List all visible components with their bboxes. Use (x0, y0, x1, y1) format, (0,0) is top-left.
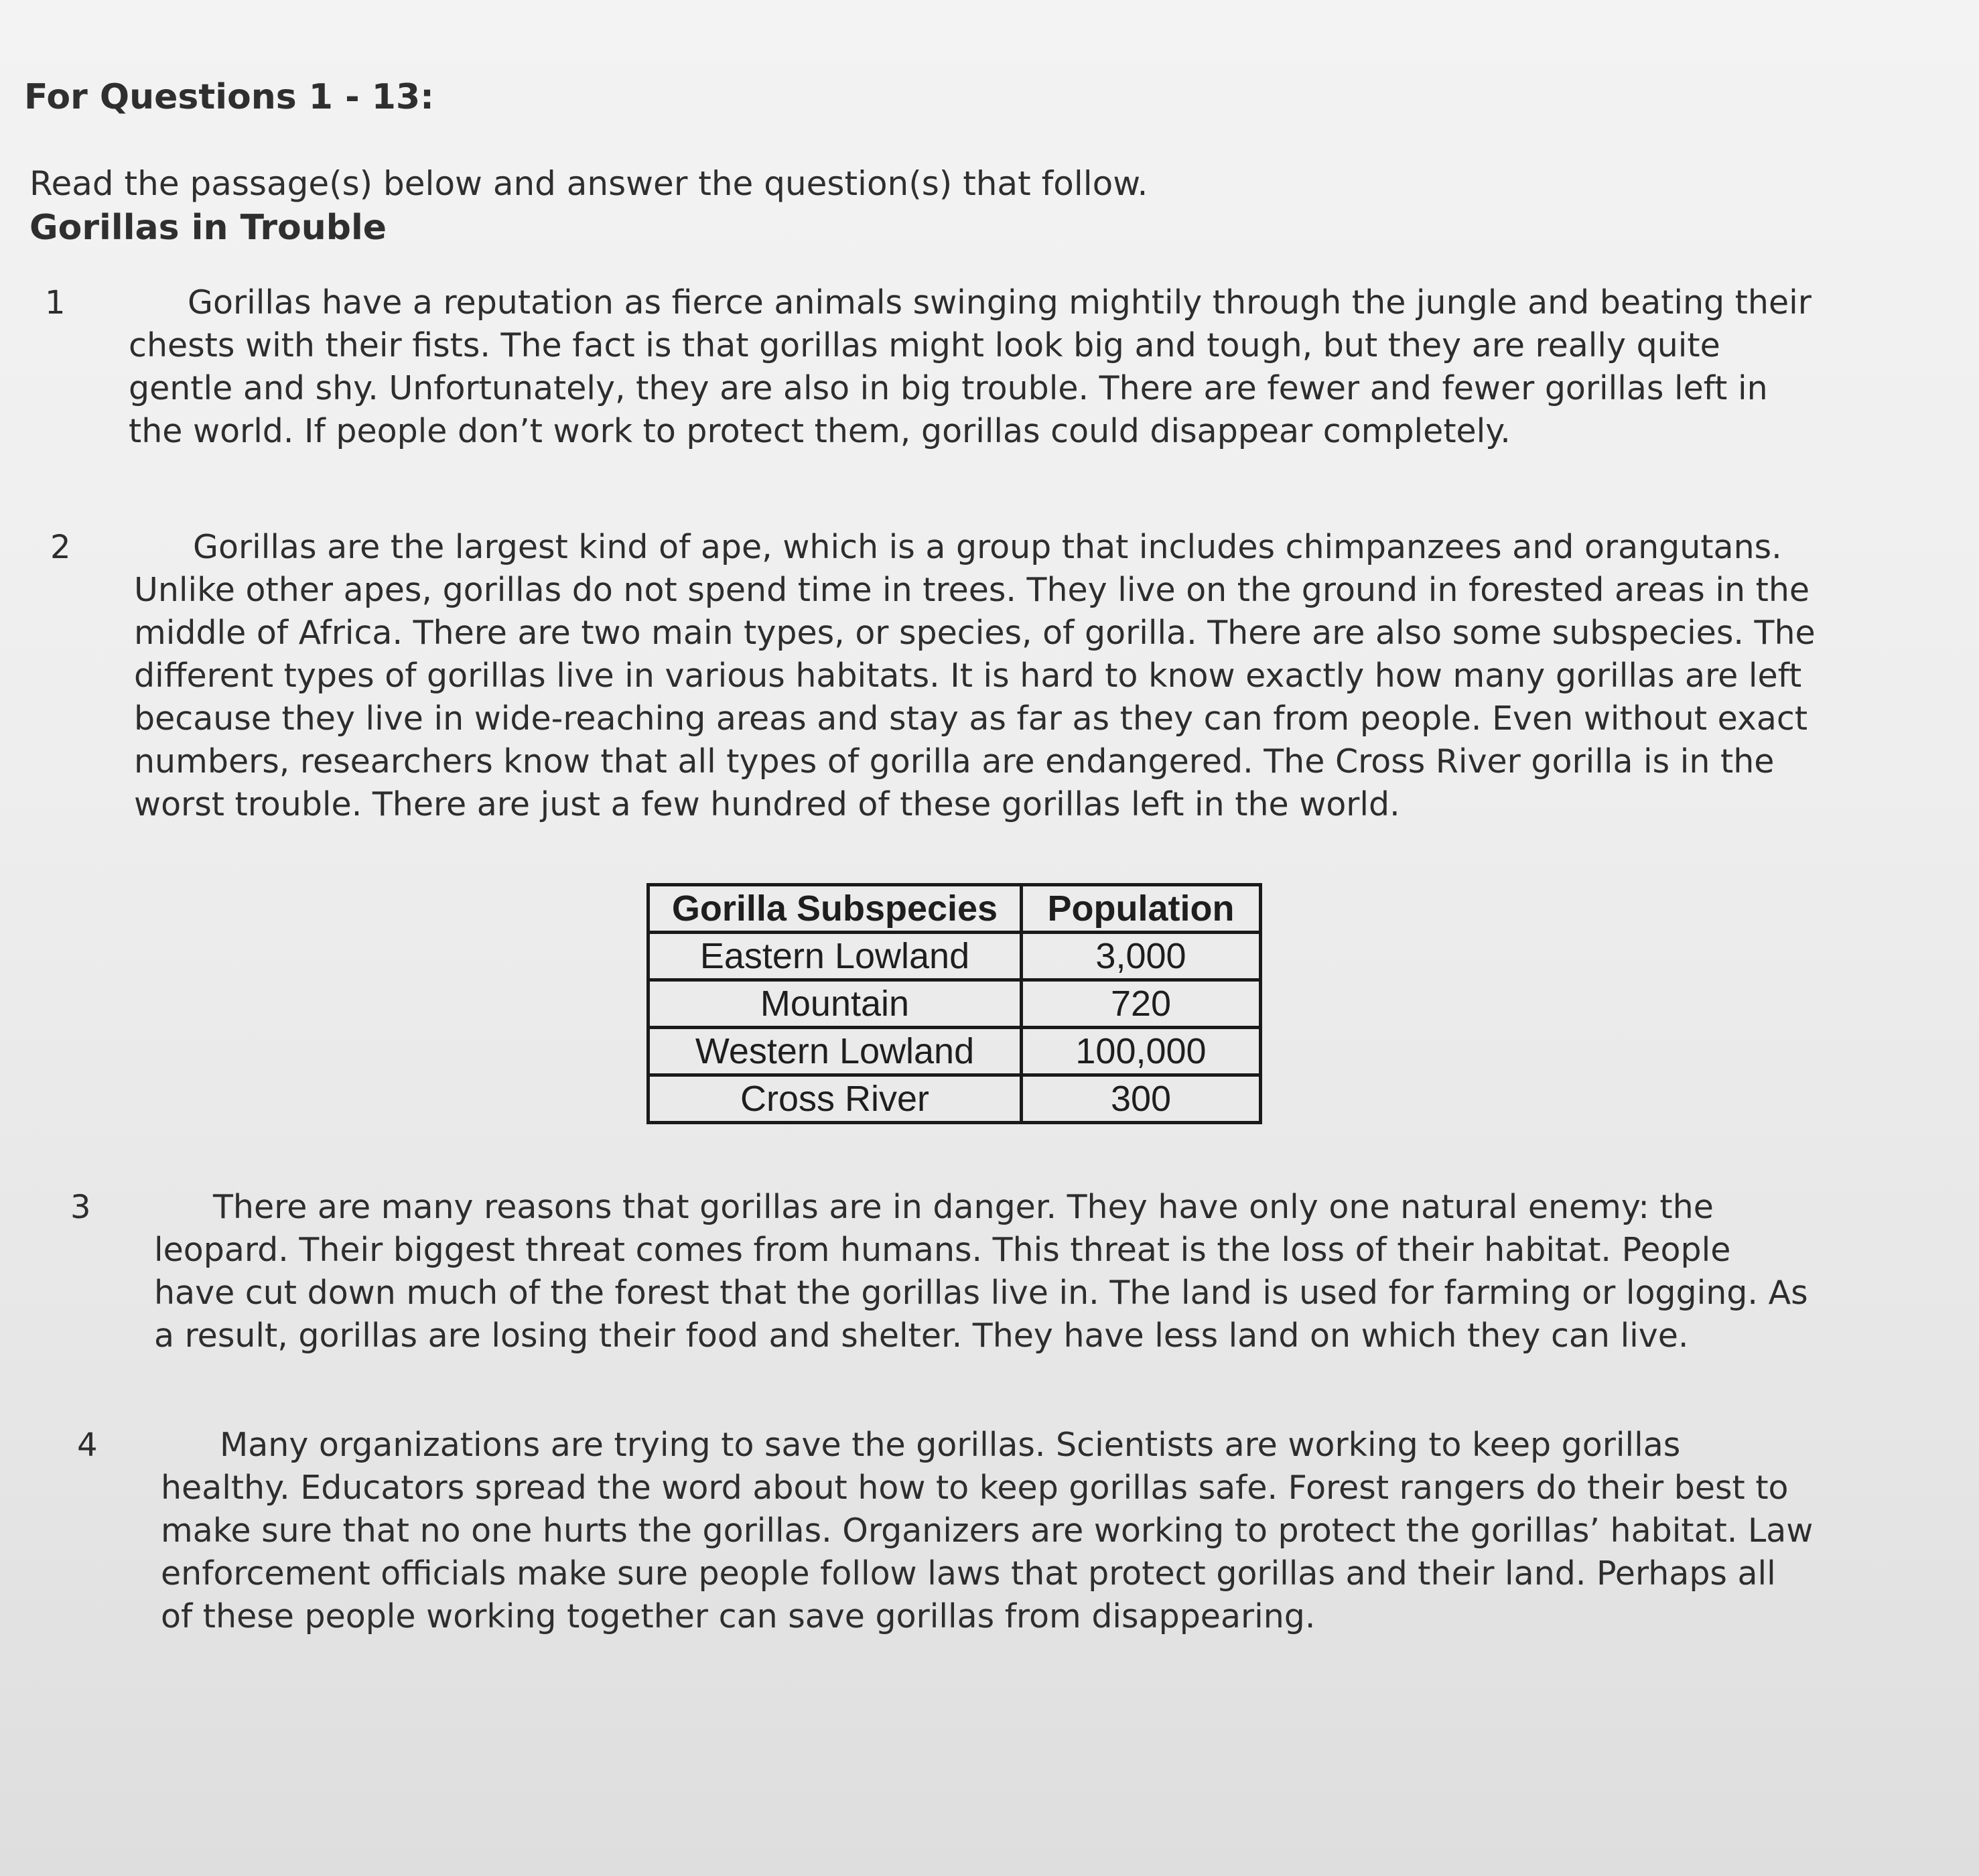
paragraph-number: 4 (77, 1426, 98, 1464)
table-header-row (649, 885, 1261, 933)
subspecies-cell: Eastern Lowland (649, 933, 1022, 980)
paragraph-1 (45, 281, 1824, 453)
population-cell: 100,000 (1022, 1028, 1261, 1075)
instructions-text: Read the passage(s) below and answer the question(s) that follow. (29, 164, 1148, 203)
paragraph-text: Gorillas have a reputation as fierce animals swinging mightily through the jungle and beating their chests with their fists. The fact is that gorillas might look big and tough, but they are really quite gentle and shy. Unfortunately, they are also in big trouble. There are fewer and fewer gorillas left in the world. If people don’t work to protect them, gorillas could disappear completely. (129, 283, 1812, 450)
paragraph-text: Gorillas are the largest kind of ape, which is a group that includes chimpanzees and orangutans. Unlike other apes, gorillas do not spend time in trees. They live on the ground in forested areas in the middle of Africa. There are two main types, or species, of gorilla. There are also some subspecies. The different types of gorillas live in various habitats. It is hard to know exactly how many gorillas are left because they live in wide-reaching areas and stay as far as they can from people. Even without exact numbers, researchers know that all types of gorilla are endangered. The Cross River gorilla is in the worst trouble. There are just a few hundred of these gorillas left in the world. (134, 528, 1816, 823)
table-row (649, 980, 1261, 1028)
paragraph-number: 2 (50, 529, 71, 566)
subspecies-cell: Western Lowland (649, 1028, 1022, 1075)
population-cell: 300 (1022, 1075, 1261, 1123)
population-cell: 3,000 (1022, 933, 1261, 980)
paragraph-2 (50, 526, 1829, 826)
paragraph-number: 1 (45, 284, 66, 322)
population-table-container (646, 883, 1262, 1124)
paragraph-4 (77, 1424, 1816, 1638)
table-row (649, 1075, 1261, 1123)
paragraph-3 (70, 1186, 1816, 1357)
header-subspecies: Gorilla Subspecies (649, 885, 1022, 933)
population-cell: 720 (1022, 980, 1261, 1028)
passage-title: Gorillas in Trouble (29, 208, 387, 248)
paragraph-number: 3 (70, 1189, 91, 1226)
header-population: Population (1022, 885, 1261, 933)
population-table (646, 883, 1262, 1124)
table-row (649, 1028, 1261, 1075)
subspecies-cell: Cross River (649, 1075, 1022, 1123)
paragraph-text: There are many reasons that gorillas are in danger. They have only one natural enemy: the leopard. Their biggest threat comes from humans. This threat is the loss of their habitat. People have cut down much of the forest that the gorillas live in. The land is used for farming or logging. As a result, gorillas are losing their food and shelter. They have less land on which they can live. (154, 1188, 1808, 1355)
paragraph-text: Many organizations are trying to save the gorillas. Scientists are working to keep gorillas healthy. Educators spread the word about how to keep gorillas safe. Forest rangers do their best to make sure that no one hurts the gorillas. Organizers are working to protect the gorillas’ habitat. Law enforcement officials make sure people follow laws that protect gorillas and their land. Perhaps all of these people working together can save gorillas from disappearing. (161, 1426, 1814, 1635)
subspecies-cell: Mountain (649, 980, 1022, 1028)
questions-heading: For Questions 1 - 13: (24, 77, 434, 117)
table-row (649, 933, 1261, 980)
